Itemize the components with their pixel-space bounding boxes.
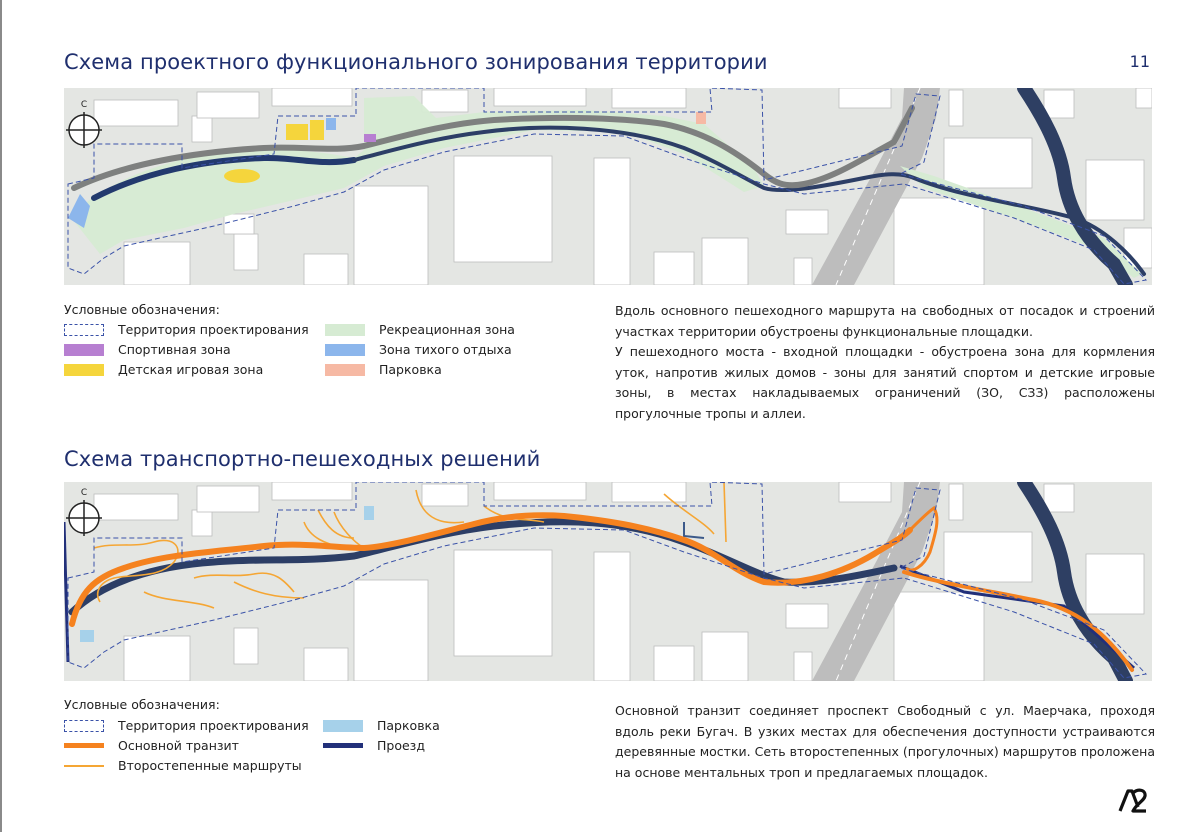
- legend-item-kids: [64, 362, 263, 377]
- legend-label: Территория проектирования: [118, 718, 309, 733]
- legend-label: Рекреационная зона: [379, 322, 515, 337]
- transport-north-label: С: [80, 488, 88, 498]
- zoning-description-p2: У пешеходного моста - входной площадки - обустроена зона для кормления уток, напротив жилых домов - зоны для занятий спортом и детские игровые зоны, в местах накладываемых ограничений (ЗО, СЗЗ) расположены прогулочные тропы и аллеи.: [615, 344, 1155, 421]
- brand-logo-icon: [1118, 787, 1148, 813]
- transport-map-drawing: [64, 482, 1152, 681]
- legend-label: Проезд: [377, 738, 425, 753]
- legend-label: Территория проектирования: [118, 322, 309, 337]
- zoning-map: [64, 88, 1152, 285]
- zoning-title: Схема проектного функционального зонирования территории: [64, 50, 768, 74]
- secondary-swatch: [64, 765, 104, 767]
- page-edge-line: [0, 0, 2, 832]
- legend-label: Спортивная зона: [118, 342, 231, 357]
- territory-swatch: [64, 720, 104, 732]
- territory-swatch: [64, 324, 104, 336]
- legend-item-parking-2: [323, 718, 440, 733]
- transport-parking-1: [80, 630, 94, 642]
- sport-zone: [364, 134, 376, 142]
- recreation-swatch: [325, 324, 365, 336]
- transport-title: Схема транспортно-пешеходных решений: [64, 447, 541, 471]
- transport-parking-2: [364, 506, 374, 520]
- transport-description: [615, 701, 1155, 783]
- transport-legend-title: Условные обозначения:: [64, 697, 220, 712]
- transport-description-p1: Основной транзит соединяет проспект Свободный с ул. Маерчака, проходя вдоль реки Бугач. В узких местах для обеспечения доступности устраиваются деревянные мостки. Сеть второстепенных (прогулочных) маршрутов проложена на основе ментальных троп и предлагаемых площадок.: [615, 703, 1155, 780]
- legend-item-quiet: [325, 342, 512, 357]
- zoning-north-label: С: [80, 100, 88, 110]
- legend-label: Основной транзит: [118, 738, 239, 753]
- legend-label: Парковка: [379, 362, 442, 377]
- kids-swatch: [64, 364, 104, 376]
- zoning-map-drawing: [64, 88, 1152, 285]
- page-number: 11: [1129, 52, 1150, 71]
- parking-zone-1: [696, 112, 706, 124]
- zoning-legend-title: Условные обозначения:: [64, 302, 220, 317]
- transport-map: [64, 482, 1152, 681]
- driveway-swatch: [323, 743, 363, 748]
- kids-zone-2: [224, 169, 260, 183]
- legend-label: Детская игровая зона: [118, 362, 264, 377]
- legend-label: Зона тихого отдыха: [379, 342, 512, 357]
- legend-item-driveway: [323, 738, 425, 753]
- legend-item-recreation: [325, 322, 515, 337]
- legend-item-territory: [64, 322, 309, 337]
- parking-swatch: [325, 364, 365, 376]
- sport-swatch: [64, 344, 104, 356]
- quiet-swatch: [325, 344, 365, 356]
- main-transit-swatch: [64, 743, 104, 748]
- legend-item-parking: [325, 362, 442, 377]
- kids-zone-1: [286, 124, 308, 140]
- legend-label: Второстепенные маршруты: [118, 758, 302, 773]
- legend-item-secondary: [64, 758, 302, 773]
- zoning-description: [615, 301, 1155, 424]
- legend-label: Парковка: [377, 718, 440, 733]
- parking-transport-swatch: [323, 720, 363, 732]
- legend-item-territory-2: [64, 718, 309, 733]
- legend-item-sport: [64, 342, 231, 357]
- zoning-description-p1: Вдоль основного пешеходного маршрута на свободных от посадок и строений участках территории обустроены функциональные площадки.: [615, 303, 1155, 339]
- quiet-zone-1: [326, 118, 336, 130]
- legend-item-main-transit: [64, 738, 239, 753]
